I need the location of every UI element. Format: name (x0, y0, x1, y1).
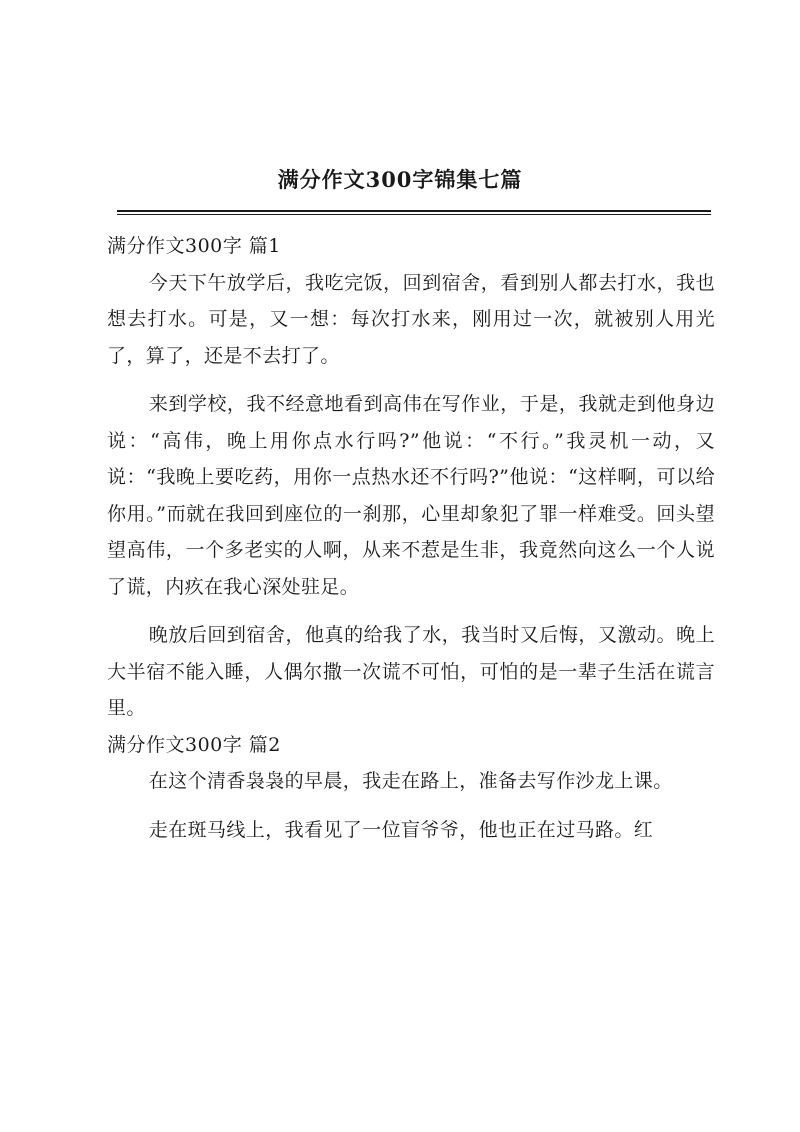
document-title: 满分作文300字锦集七篇 (277, 167, 523, 192)
title-divider (117, 210, 711, 215)
section-heading: 满分作文300字 篇1 (107, 235, 281, 257)
paragraph: 今天下午放学后，我吃完饭，回到宿舍，看到别人都去打水，我也想去打水。可是，又一想：每次打水来，刚用过一次，就被别人用光了，算了，还是不去打了。 (107, 271, 715, 367)
paragraph: 晚放后回到宿舍，他真的给我了水，我当时又后悔，又激动。晚上大半宿不能入睡，人偶尔撒一次谎不可怕，可怕的是一辈子生活在谎言里。 (107, 624, 715, 719)
paragraph: 走在斑马线上，我看见了一位盲爷爷，他也正在过马路。红 (148, 818, 654, 841)
section-heading: 满分作文300字 篇2 (107, 733, 281, 756)
paragraph: 来到学校，我不经意地看到高伟在写作业，于是，我就走到他身边说：“高伟，晚上用你点水行吗?”他说：“不行。”我灵机一动，又说：“我晚上要吃药，用你一点热水还不行吗?”他说：“这样啊，可以给你用。”而就在我回到座位的一刹那，心里却象犯了罪一样难受。回头望望高伟，一个多老实的人啊，从来不惹是生非，我竟然向这么一个人说了谎，内疚在我心深处驻足。 (107, 393, 715, 598)
document-body (107, 228, 715, 848)
paragraph: 在这个清香袅袅的早晨，我走在路上，准备去写作沙龙上课。 (148, 770, 673, 792)
